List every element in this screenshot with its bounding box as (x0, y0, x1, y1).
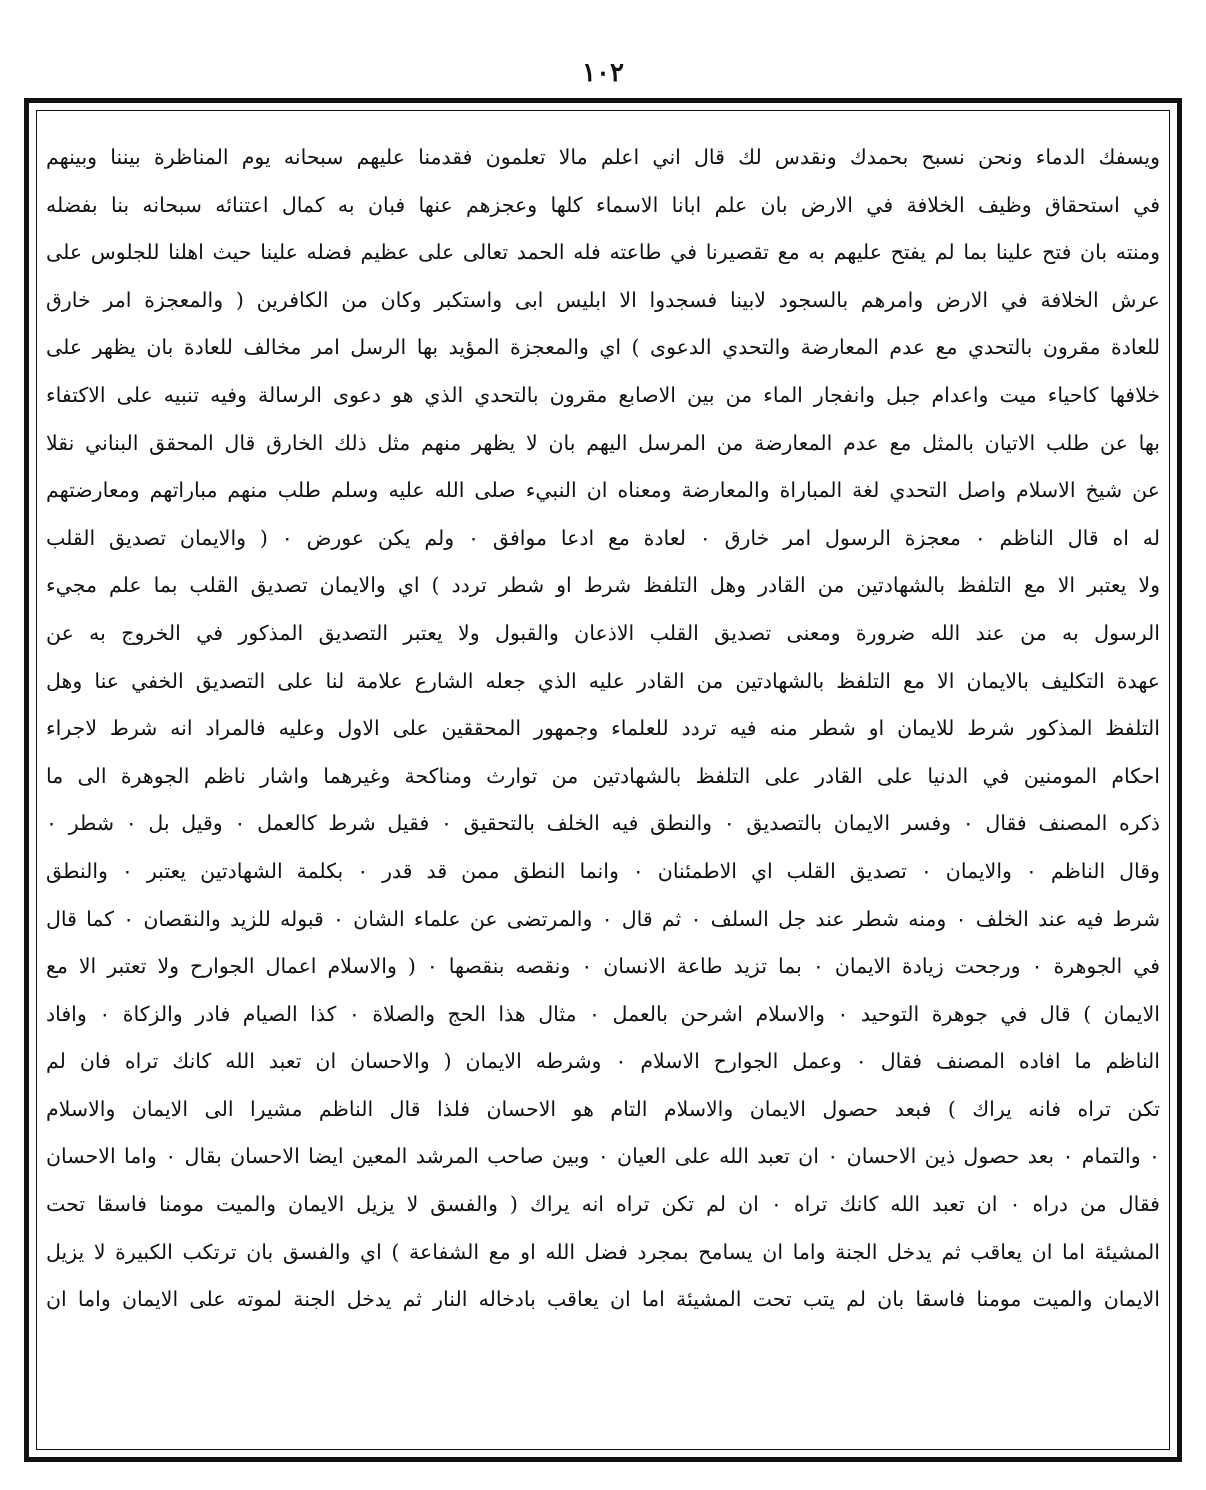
text-line: التلفظ المذكور شرط للايمان او شطر منه فيه تردد للعلماء وجمهور المحققين على الاول وعليه فالمراد انه شرط لاجراء (46, 716, 1160, 741)
text-line: خلافها كاحياء ميت واعدام جبل وانفجار الماء من بين الاصابع مقرون بالتحدي الذي هو دعوى الرسالة وفيه تنبيه على الاكتفاء (46, 382, 1160, 407)
text-line: فقال من دراه ٠ ان تعبد الله كانك تراه ٠ ان لم تكن تراه انه يراك ( والفسق لا يزيل الايمان والميت مومنا فاسقا تحت (46, 1192, 1160, 1217)
text-line: احكام المومنين في الدنيا على القادر على التلفظ بالشهادتين من توارث ومناكحة وغيرهما واشار ناظم الجوهرة الى ما (46, 763, 1160, 788)
text-line: المشيئة اما ان يعاقب ثم يدخل الجنة واما ان يسامح بمجرد فضل الله او مع الشفاعة ) اي والفسق بان ترتكب الكبيرة لا يزيل (46, 1239, 1160, 1264)
text-line: الايمان ) قال في جوهرة التوحيد ٠ والاسلام اشرحن بالعمل ٠ مثال هذا الحج والصلاة ٠ كذا الصيام فادر والزكاة ٠ وافاد (46, 1001, 1160, 1026)
text-line: الناظم ما افاده المصنف فقال ٠ وعمل الجوارح الاسلام ٠ وشرطه الايمان ( والاحسان ان تعبد الله كانك تراه فان لم (46, 1049, 1160, 1074)
text-line: ومنته بان فتح علينا بما لم يفتح عليهم به مع تقصيرنا في طاعته فله الحمد تعالى على عظيم فضله علينا حيث اهلنا للجلوس على (46, 240, 1160, 265)
text-line: بها عن طلب الاتيان بالمثل مع عدم المعارضة من المرسل اليهم بان لا يظهر منهم مثل ذلك الخارق قال المحقق البناني نقلا (46, 430, 1160, 455)
text-line: له اه قال الناظم ٠ معجزة الرسول امر خارق ٠ لعادة مع ادعا موافق ٠ ولم يكن عورض ٠ ( والايمان تصديق القلب (46, 525, 1160, 550)
text-line: تكن تراه فانه يراك ) فبعد حصول الايمان والاسلام التام هو الاحسان فلذا قال الناظم مشيرا الى الايمان والاسلام (46, 1096, 1160, 1121)
text-line: الرسول به من عند الله ضرورة ومعنى تصديق القلب الاذعان والقبول ولا يعتبر التصديق المذكور في الخروج به عن (46, 620, 1160, 645)
text-line: ولا يعتبر الا مع التلفظ بالشهادتين من القادر وهل التلفظ شرط او شطر تردد ) اي والايمان تصديق القلب بما علم مجيء (46, 573, 1160, 598)
text-line: في استحقاق وظيف الخلافة في الارض بان علم ابانا الاسماء كلها وعجزهم عنها فبان به كمال اعتنائه سبحانه بنا بفضله (46, 192, 1160, 217)
text-line: شرط فيه عند الخلف ٠ ومنه شطر عند جل السلف ٠ ثم قال ٠ والمرتضى عن علماء الشان ٠ قبوله للزيد والنقصان ٠ كما قال (46, 906, 1160, 931)
text-line: ٠ والتمام ٠ بعد حصول ذين الاحسان ٠ ان تعبد الله على العيان ٠ وبين صاحب المرشد المعين ايضا الاحسان بقال ٠ واما الاحسان (46, 1144, 1160, 1169)
text-line: للعادة مقرون بالتحدي مع عدم المعارضة والتحدي الدعوى ) اي والمعجزة المؤيد بها الرسل امر مخالف للعادة بان يظهر على (46, 335, 1160, 360)
text-line: عهدة التكليف بالايمان الا مع التلفظ بالشهادتين من القادر عليه الذي جعله الشارع علامة لنا على التصديق الخفي عنا وهل (46, 668, 1160, 693)
text-line: وقال الناظم ٠ والايمان ٠ تصديق القلب اي الاطمئنان ٠ وانما النطق ممن قد قدر ٠ بكلمة الشهادتين يعتبر ٠ والنطق (46, 858, 1160, 883)
text-line: عن شيخ الاسلام واصل التحدي لغة المباراة والمعارضة ومعناه ان النبيء صلى الله عليه وسلم طلب منهم مباراتهم ومعارضتهم (46, 478, 1160, 503)
text-line: الايمان والميت مومنا فاسقا بان لم يتب تحت المشيئة اما ان يعاقب بادخاله النار ثم يدخل الجنة لموته على الايمان واما ان (46, 1287, 1160, 1312)
text-body (46, 134, 1160, 1444)
page-number: ١٠٢ (582, 58, 624, 88)
text-line: ذكره المصنف فقال ٠ وفسر الايمان بالتصديق ٠ والنطق فيه الخلف بالتحقيق ٠ فقيل شرط كالعمل ٠ وقيل بل ٠ شطر ٠ (46, 811, 1160, 836)
text-line: ويسفك الدماء ونحن نسبح بحمدك ونقدس لك قال اني اعلم مالا تعلمون فقدمنا عليهم سبحانه يوم المناظرة بيننا وبينهم (46, 145, 1160, 169)
text-line: في الجوهرة ٠ ورجحت زيادة الايمان ٠ بما تزيد طاعة الانسان ٠ ونقصه بنقصها ٠ ( والاسلام اعمال الجوارح ولا تعتبر الا مع (46, 954, 1160, 979)
text-line: عرش الخلافة في الارض وامرهم بالسجود لابينا فسجدوا الا ابليس ابى واستكبر وكان من الكافرين ( والمعجزة امر خارق (46, 287, 1160, 312)
